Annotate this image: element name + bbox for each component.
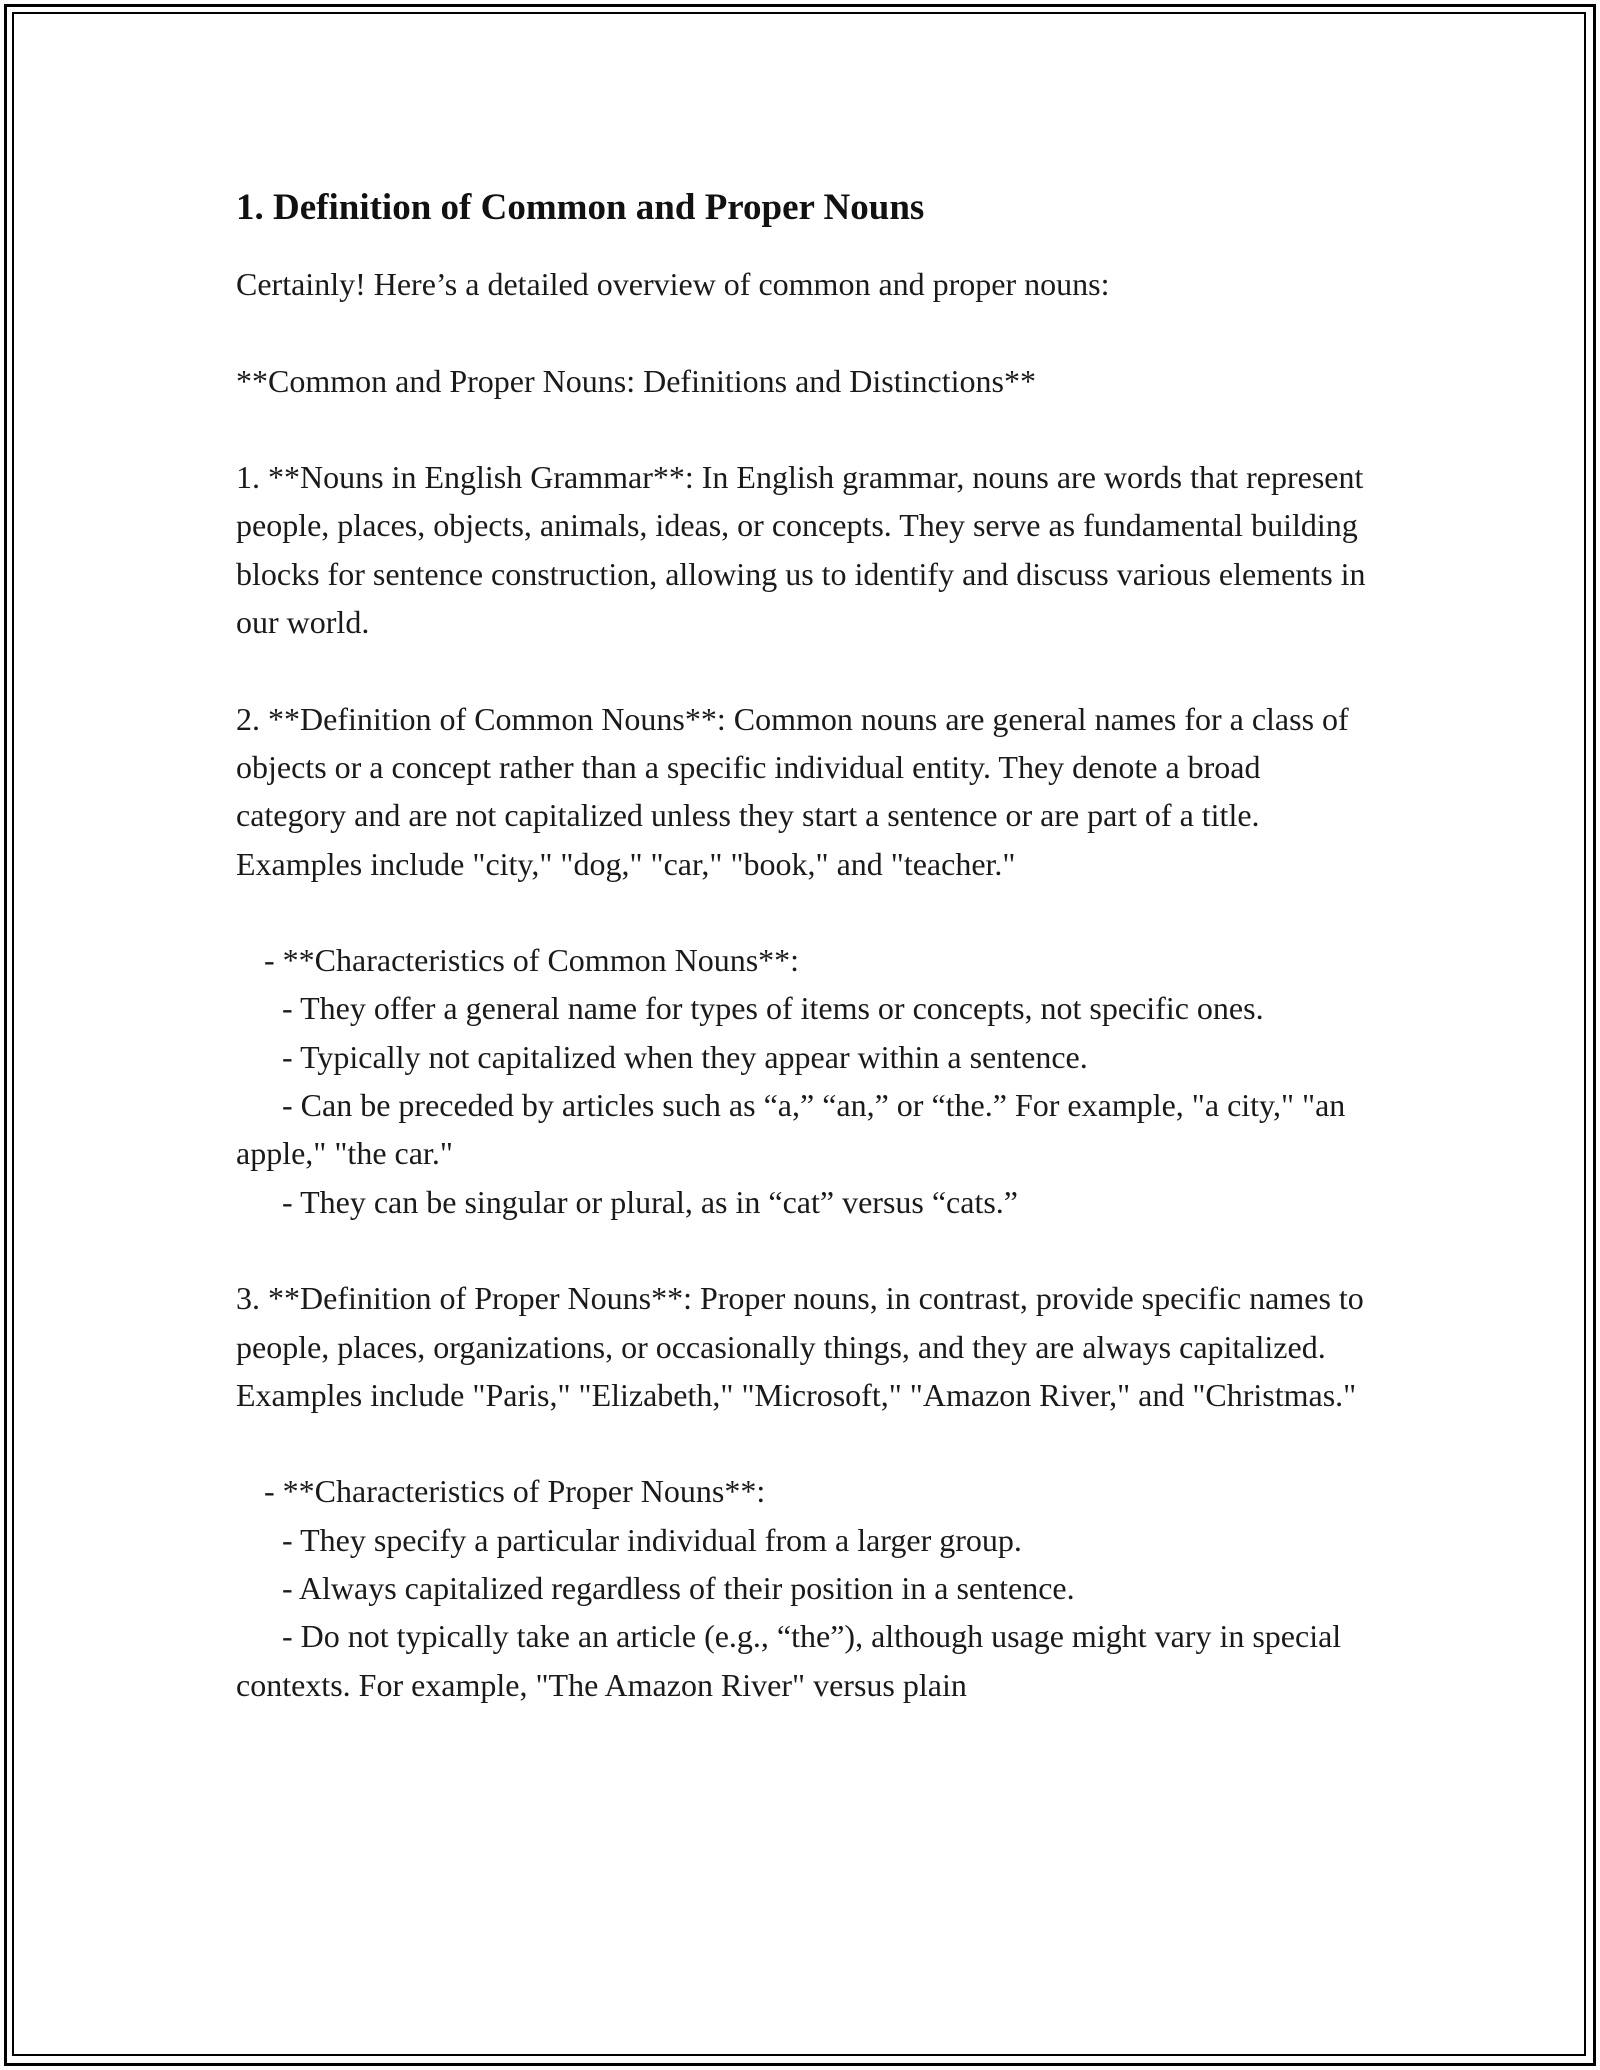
common-characteristics-heading: - **Characteristics of Common Nouns**: <box>264 942 800 979</box>
list-item: - They can be singular or plural, as in “cat” versus “cats.” <box>282 1183 1018 1220</box>
list-item: - Do not typically take an article (e.g., “the”), although usage might vary in special contexts. For example, "The Amazon River" versus plain <box>236 1618 1350 1703</box>
list-item: - They offer a general name for types of items or concepts, not specific ones. <box>282 990 1264 1027</box>
list-item: - Always capitalized regardless of their position in a sentence. <box>282 1570 1075 1607</box>
list-item: - Typically not capitalized when they appear within a sentence. <box>282 1038 1088 1075</box>
list-item: - They specify a particular individual from a larger group. <box>282 1521 1022 1558</box>
proper-characteristics-list <box>236 1467 1376 1708</box>
item-3-paragraph: 3. **Definition of Proper Nouns**: Proper nouns, in contrast, provide specific names to people, places, organizations, or occasionally things, and they are always capitalized. Examples include "Paris," "Elizabeth," "Microsoft," "Amazon River," and "Christmas." <box>236 1280 1372 1413</box>
document-body <box>236 186 1376 1709</box>
common-characteristics-list <box>236 936 1376 1226</box>
list-item: - Can be preceded by articles such as “a,” “an,” or “the.” For example, "a city," "an apple," "the car." <box>236 1087 1354 1172</box>
intro-paragraph: Certainly! Here’s a detailed overview of common and proper nouns: <box>236 266 1110 302</box>
item-2-paragraph: 2. **Definition of Common Nouns**: Common nouns are general names for a class of objects or a concept rather than a specific individual entity. They denote a broad category and are not capitalized unless they start a sentence or are part of a title. Examples include "city," "dog," "car," "book," and "teacher." <box>236 700 1357 882</box>
item-1-paragraph: 1. **Nouns in English Grammar**: In English grammar, nouns are words that represent people, places, objects, animals, ideas, or concepts. They serve as fundamental building blocks for sentence construction, allowing us to identify and discuss various elements in our world. <box>236 459 1374 641</box>
proper-characteristics-heading: - **Characteristics of Proper Nouns**: <box>264 1473 766 1510</box>
page-title: 1. Definition of Common and Proper Nouns <box>236 187 925 228</box>
section-subheading: **Common and Proper Nouns: Definitions and Distinctions** <box>236 362 1036 399</box>
